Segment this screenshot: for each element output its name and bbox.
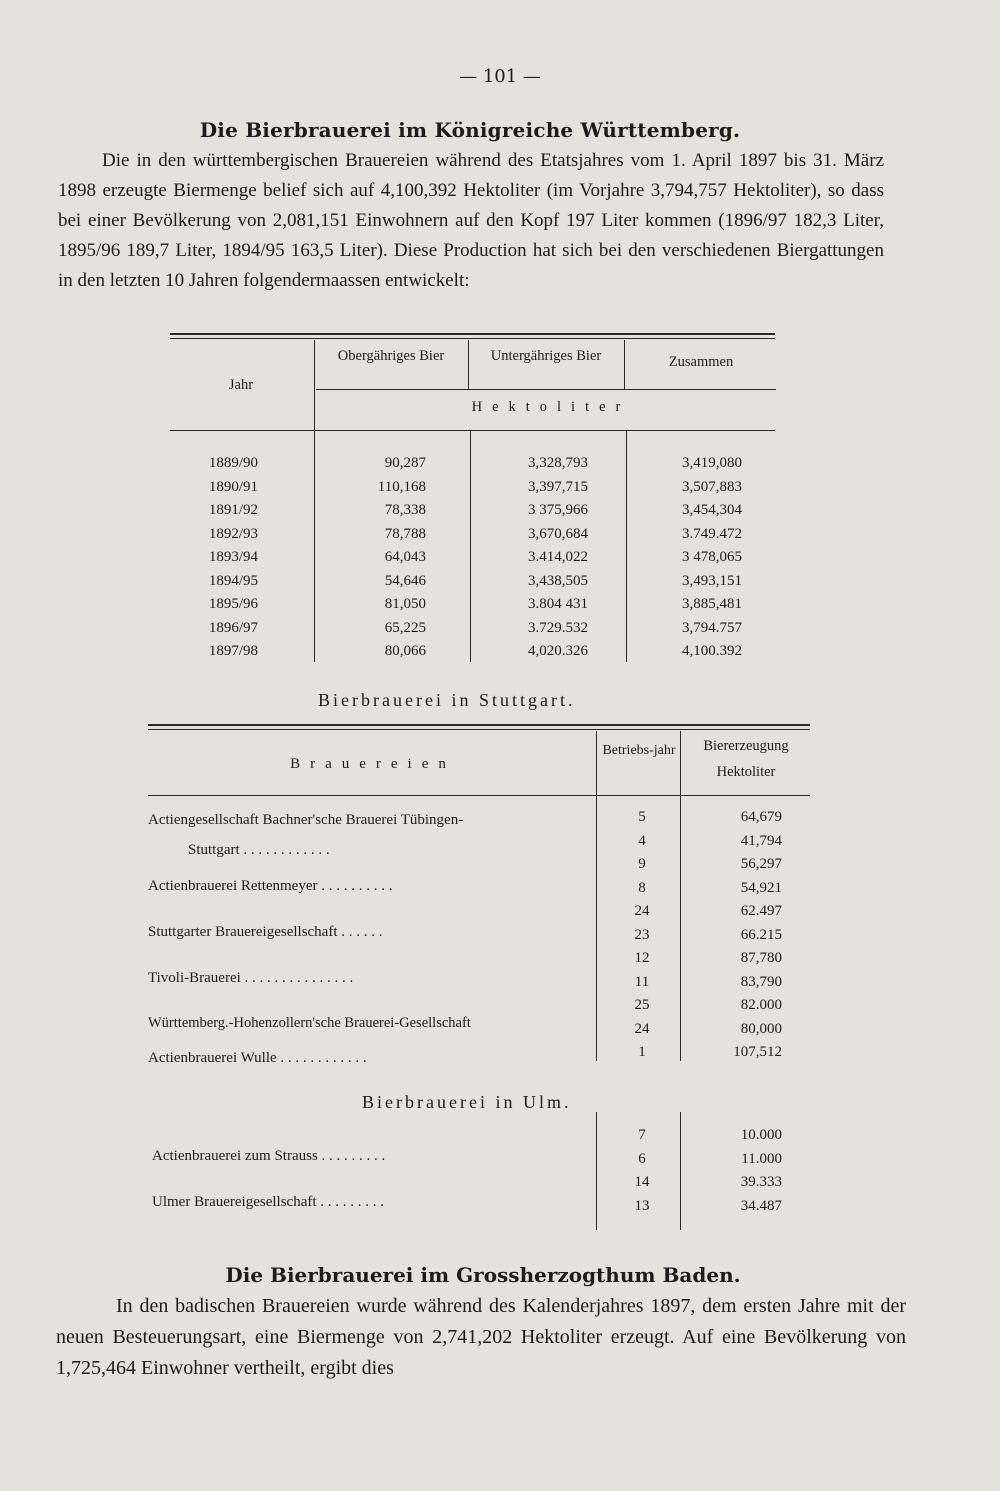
column-operating-years: [598, 806, 686, 1065]
value-cell: 54,921: [740, 879, 782, 896]
value-cell: 3,794.757: [682, 619, 742, 636]
year-cell: 1897/98: [208, 643, 258, 659]
header-bottom-fermented: Untergähriges Bier: [490, 348, 602, 364]
year-cell: 14: [634, 1174, 650, 1190]
paragraph-baden: In den badischen Brauereien wurde während des Kalenderjahres 1897, dem ersten Jahre mit der neuen Besteuerungsart, eine Biermenge von 2,741,202 Hektoliter erzeugt. Auf eine Bevölkerung von 1,725,464 Einwohner vertheilt, ergibt dies: [56, 1295, 906, 1379]
year-cell: 24: [634, 1020, 650, 1037]
year-cell: 1894/95: [208, 572, 258, 589]
value-cell: 110,168: [377, 478, 426, 495]
value-cell: 80,066: [384, 643, 426, 659]
year-cell: 1893/94: [208, 549, 258, 565]
value-cell: 64,043: [384, 549, 426, 565]
header-unit-hectoliter: Hektoliter: [471, 399, 631, 415]
year-cell: 11: [634, 973, 650, 990]
year-cell: 6: [638, 1150, 646, 1167]
value-cell: 78,788: [384, 525, 426, 542]
value-cell: 3,438,505: [528, 572, 588, 589]
year-cell: 1892/93: [208, 525, 258, 542]
value-cell: 3.749.472: [682, 525, 742, 542]
brewery-name: Stuttgarter Brauereigesellschaft . . . . . .: [148, 924, 383, 940]
value-cell: 3.804 431: [528, 596, 588, 612]
value-cell: 64,679: [740, 809, 782, 825]
value-cell: 4,100.392: [682, 643, 742, 659]
header-production-unit: Hektoliter: [716, 764, 776, 780]
value-cell: 3,419,080: [682, 455, 742, 471]
year-cell: 7: [638, 1127, 646, 1143]
page-number: — 101 —: [459, 66, 541, 87]
brewery-name-continued: Stuttgart . . . . . . . . . . . .: [188, 842, 330, 858]
value-cell: 3,670,684: [528, 525, 588, 542]
value-cell: 41,794: [740, 832, 782, 849]
column-bottom-fermented: [472, 452, 588, 664]
value-cell: 65,225: [384, 619, 426, 636]
year-cell: 1: [638, 1044, 646, 1060]
column-operating-years: [598, 1124, 686, 1218]
value-cell: 3,507,883: [682, 478, 742, 495]
brewery-name: Ulmer Brauereigesellschaft . . . . . . . . .: [152, 1194, 385, 1210]
year-cell: 4: [638, 832, 646, 849]
header-top-fermented: Obergähriges Bier: [337, 348, 445, 364]
year-cell: 1891/92: [208, 502, 258, 518]
column-total: [628, 452, 742, 664]
year-cell: 1896/97: [208, 619, 258, 636]
year-cell: 13: [634, 1197, 650, 1214]
column-years: [170, 452, 258, 664]
value-cell: 81,050: [384, 596, 426, 612]
value-cell: 62.497: [740, 903, 782, 919]
section-title-wuerttemberg: Die Bierbrauerei im Königreiche Württemberg.: [199, 118, 741, 142]
value-cell: 3,493,151: [682, 572, 742, 589]
year-cell: 1890/91: [208, 478, 258, 495]
brewery-name: Actienbrauerei Rettenmeyer . . . . . . . . . .: [148, 878, 393, 894]
value-cell: 83,790: [740, 973, 782, 990]
section-title-ulm: Bierbrauerei in Ulm.: [362, 1092, 572, 1112]
value-cell: 3,328,793: [528, 455, 588, 471]
value-cell: 87,780: [740, 950, 782, 966]
year-cell: 24: [634, 903, 650, 919]
value-cell: 3,397,715: [528, 478, 588, 495]
value-cell: 82.000: [740, 997, 782, 1013]
year-cell: 9: [638, 856, 646, 872]
value-cell: 39.333: [740, 1174, 782, 1190]
value-cell: 80,000: [740, 1020, 782, 1037]
value-cell: 4,020.326: [528, 643, 588, 659]
year-cell: 5: [638, 809, 646, 825]
brewery-name: Tivoli-Brauerei . . . . . . . . . . . . . . .: [148, 970, 354, 986]
brewery-name: Württemberg.-Hohenzollern'sche Brauerei-Gesellschaft: [148, 1015, 471, 1031]
brewery-name: Actiengesellschaft Bachner'sche Brauerei Tübingen-: [148, 812, 464, 828]
value-cell: 56,297: [740, 856, 782, 872]
year-cell: 1889/90: [208, 455, 258, 471]
value-cell: 90,287: [384, 455, 426, 471]
brewery-name: Actienbrauerei Wulle . . . . . . . . . . . .: [148, 1050, 367, 1066]
header-operating-year: Betriebs-jahr: [602, 743, 676, 758]
value-cell: 3.414,022: [528, 549, 588, 565]
value-cell: 107,512: [733, 1044, 782, 1060]
header-year: Jahr: [228, 377, 254, 393]
year-cell: 12: [634, 950, 650, 966]
brewery-name: Actienbrauerei zum Strauss . . . . . . . . .: [152, 1148, 386, 1164]
header-production: Biererzeugung: [703, 738, 789, 754]
value-cell: 3,454,304: [682, 502, 742, 518]
value-cell: 3.729.532: [528, 619, 588, 636]
column-production: [682, 1124, 782, 1218]
column-top-fermented: [316, 452, 426, 664]
section-title-baden: Die Bierbrauerei im Grossherzogthum Baden.: [225, 1263, 741, 1287]
year-cell: 23: [634, 926, 650, 943]
year-cell: 25: [634, 997, 650, 1013]
value-cell: 54,646: [384, 572, 426, 589]
value-cell: 34.487: [740, 1197, 782, 1214]
value-cell: 3 375,966: [528, 502, 588, 518]
value-cell: 3,885,481: [682, 596, 742, 612]
value-cell: 10.000: [740, 1127, 782, 1143]
year-cell: 8: [638, 879, 646, 896]
paragraph-wuerttemberg: Die in den württembergischen Brauereien während des Etatsjahres vom 1. April 1897 bis 31. März 1898 erzeugte Biermenge belief sich auf 4,100,392 Hektoliter (im Vorjahre 3,794,757 Hektoliter), so dass bei einer Bevölkerung von 2,081,151 Einwohnern auf den Kopf 197 Liter kommen (1896/97 182,3 Liter, 1895/96 189,7 Liter, 1894/95 163,5 Liter). Diese Production hat sich bei den verschiedenen Biergattungen in den letzten 10 Jahren folgendermaassen entwickelt:: [58, 150, 884, 291]
header-breweries: Brauereien: [290, 756, 456, 772]
year-cell: 1895/96: [208, 596, 258, 612]
value-cell: 66.215: [740, 926, 782, 943]
value-cell: 3 478,065: [682, 549, 742, 565]
header-total: Zusammen: [668, 354, 734, 370]
value-cell: 78,338: [384, 502, 426, 518]
value-cell: 11.000: [741, 1150, 782, 1167]
column-production: [682, 806, 782, 1065]
section-title-stuttgart: Bierbrauerei in Stuttgart.: [318, 690, 576, 710]
